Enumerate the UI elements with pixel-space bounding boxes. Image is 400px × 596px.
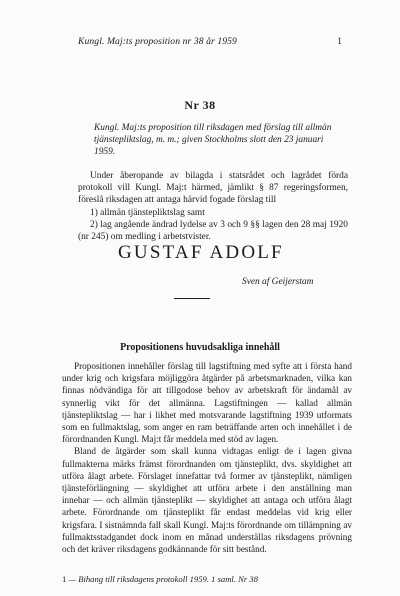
countersignature: Sven af Geijerstam [242,277,314,287]
proposition-number: Nr 38 [184,98,216,112]
intro-paragraph: Under åberopande av bilagda i statsrådet och lagrådet förda protokoll vill Kungl. Maj:t härmed, jämlikt § 87 regeringsformen, föreslå riksdagen att antaga härvid fogade förslag till [78,171,348,206]
section-body [62,360,352,555]
footnote [62,574,352,584]
running-header [78,36,342,47]
royal-signature: GUSTAF ADOLF [118,242,284,263]
footnote-number: 1 [62,574,67,584]
footnote-text: — Bihang till riksdagens protokoll 1959. 1 saml. Nr 38 [68,574,258,584]
body-paragraph: Bland de åtgärder som skall kunna vidtagas enligt de i lagen givna fullmakterna märks främst förordnanden om tjänsteplikt, dvs. skyldighet att utföra ålagt arbete. Förslaget innefattar två former av tjänsteplikt, nämligen tjänsteförlängning — skyldighet att utföra arbete i den anställning man innehar — och allmän tjänsteplikt — skyldighet att antaga och utföra ålagt arbete. Förordnande om tjänsteplikt får endast meddelas vid krig eller krigsfara. I sistnämnda fall skall Kungl. Maj:ts förordnande om tillämpning av fullmaktsstadgandet dock inom en månad underställas riksdagens prövning och det kräver riksdagens godkännande för sitt bestånd. [62,446,352,555]
running-title: Kungl. Maj:ts proposition nr 38 år 1959 [78,36,237,47]
body-paragraph: Propositionen innehåller förslag till lagstiftning med syfte att i första hand under krig och krigsfara möjliggöra åtgärder på arbetsmarknaden, vilka kan finnas nödvändiga för att tillgodose behov av arbetskraft för ändamål av synnerlig vikt för det allmänna. Lagstiftningen — kallad allmän tjänstepliktslag — har i likhet med motsvarande lagstiftning 1939 utformats som en fullmaktslag, som anger en ram beträffande arten och innehållet i de förordnanden Kungl. Maj:t får meddela med stöd av lagen. [62,361,352,445]
section-title: Propositionens huvudsakliga innehåll [120,342,280,353]
page-number: 1 [337,36,342,47]
intro-block [78,170,348,243]
section-divider [174,298,210,299]
proposition-subtitle: Kungl. Maj:ts proposition till riksdagen med förslag till allmän tjänstepliktslag, m. m.; given Stockholms slott den 23 januari 1959. [94,123,332,157]
list-item: 1) allmän tjänstepliktslag samt [90,207,205,218]
list-item: 2) lag angående ändrad lydelse av 3 och 9 §§ lagen den 28 maj 1920 (nr 245) om medling i arbetstvister. [78,219,348,243]
